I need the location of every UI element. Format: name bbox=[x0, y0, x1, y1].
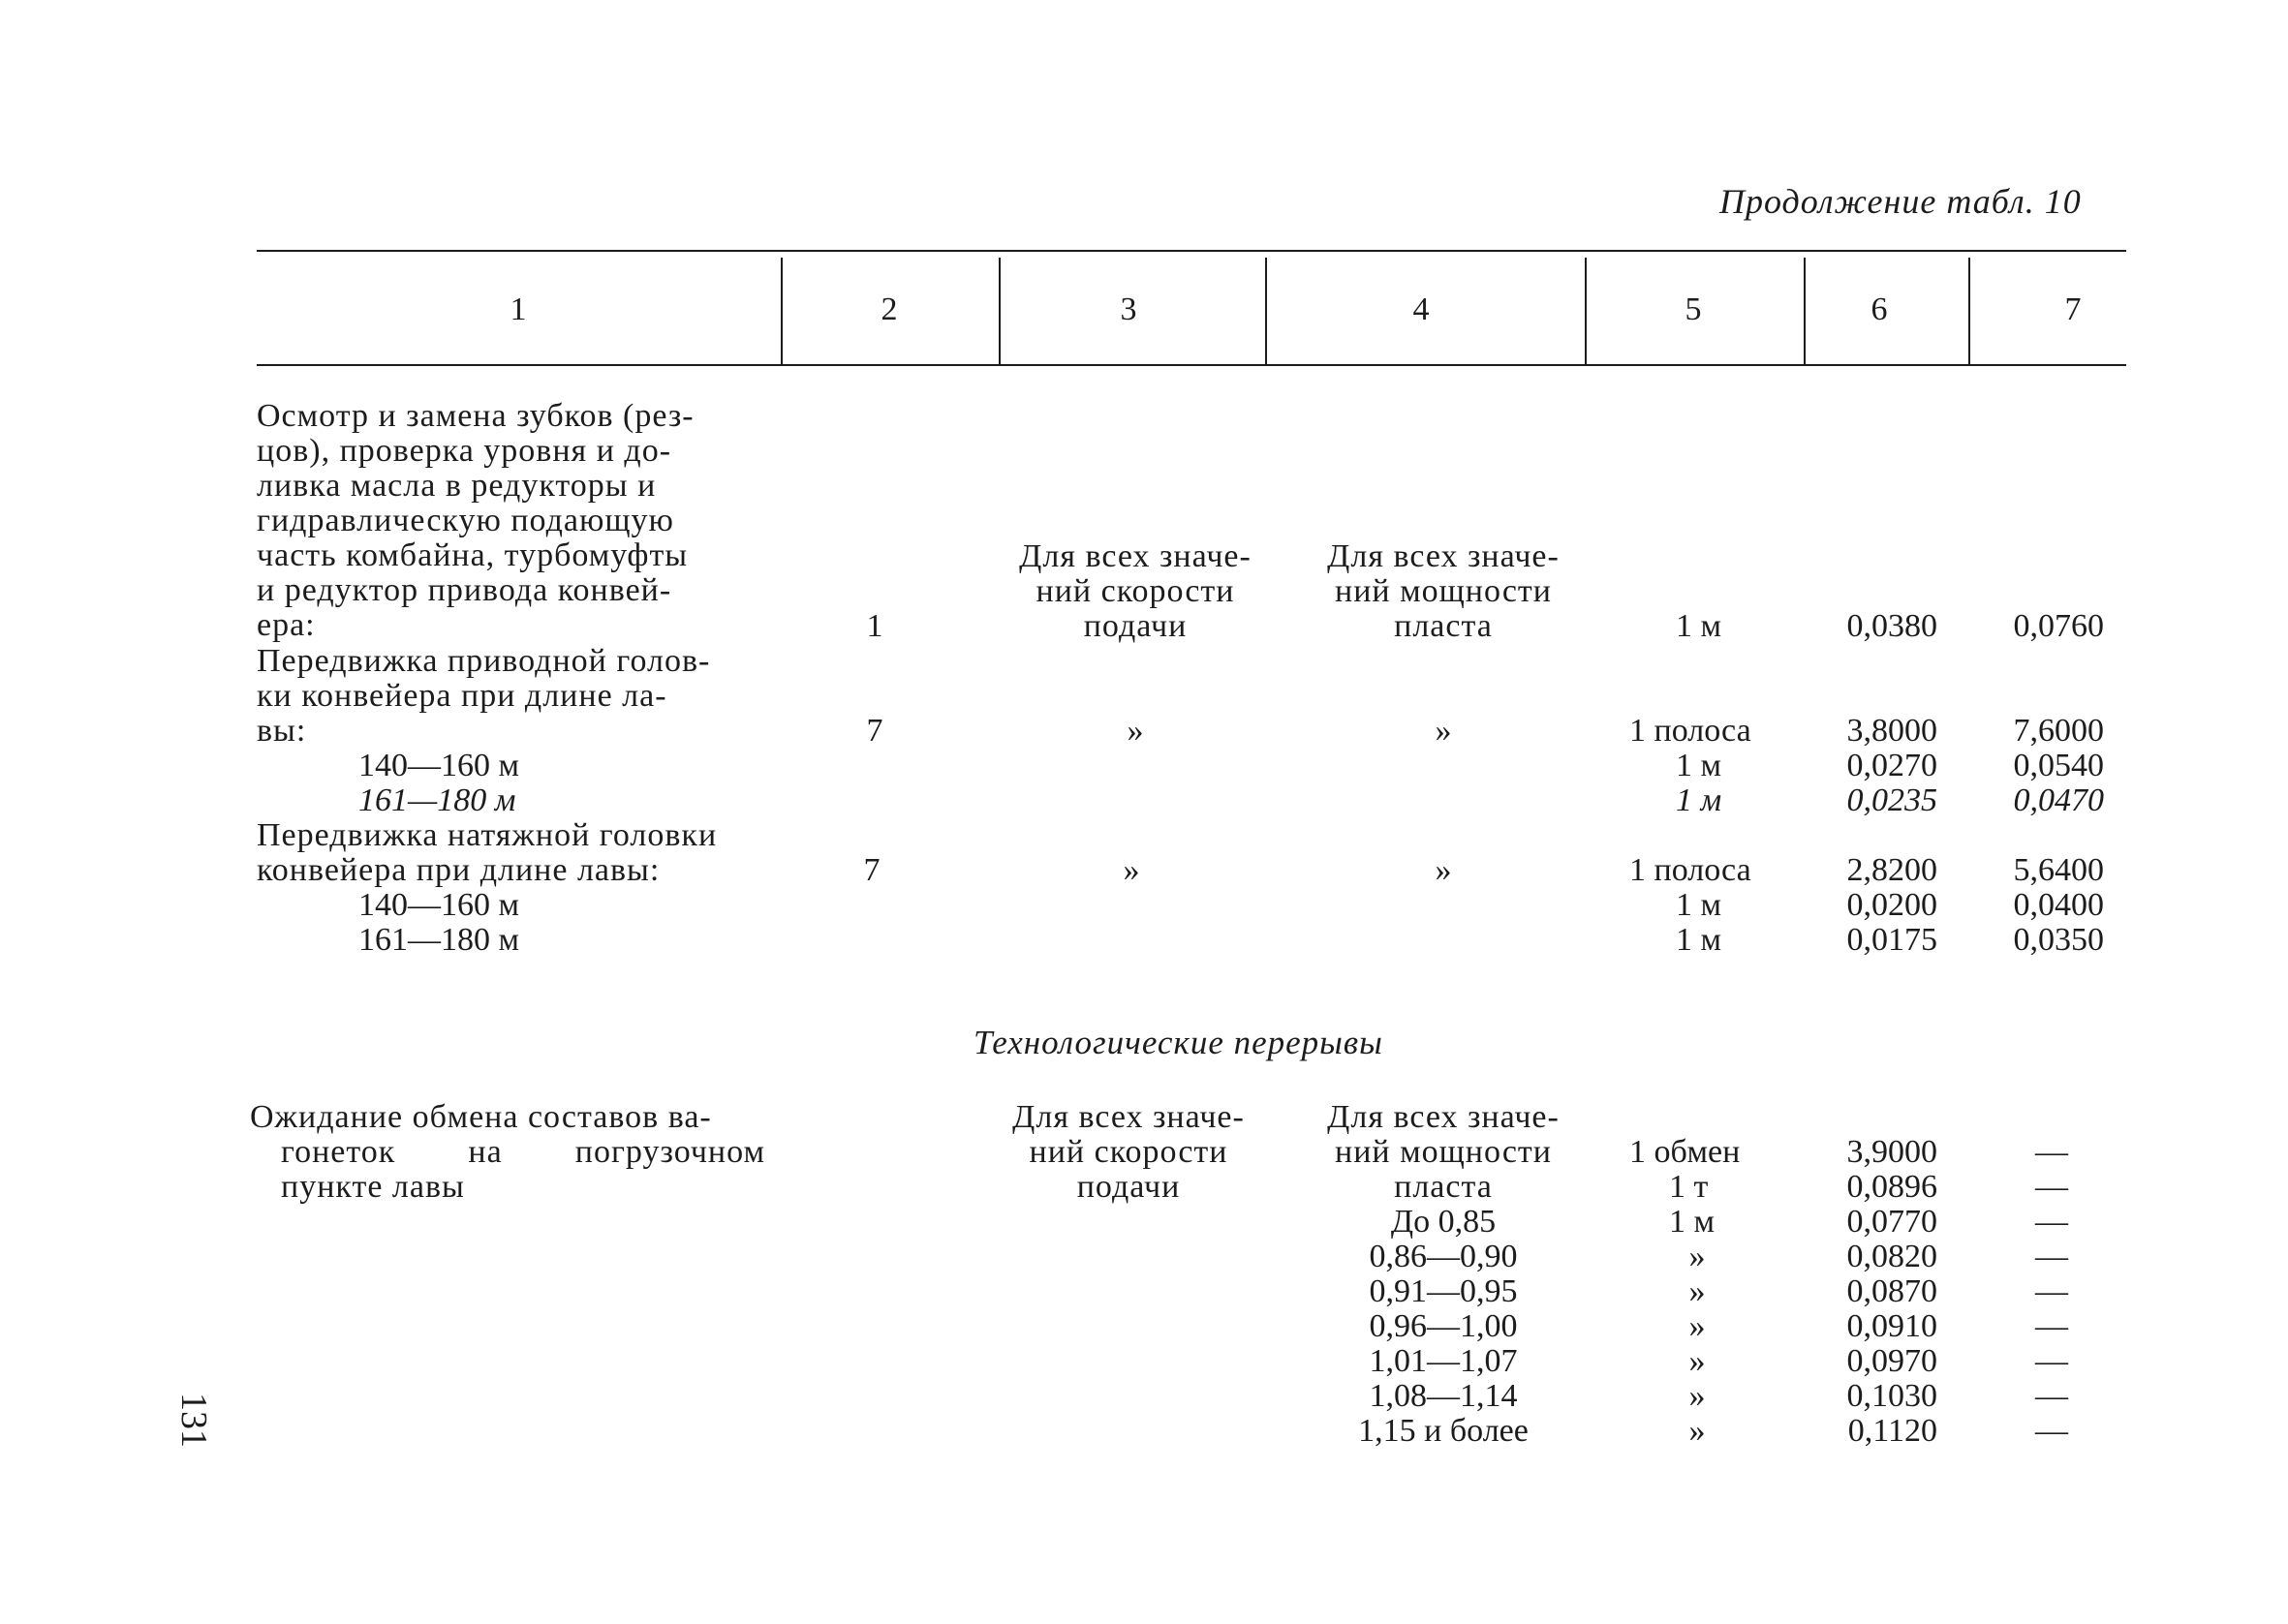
dash-placeholder: — bbox=[2035, 1169, 2068, 1205]
feed-speed-note: Для всех значе- bbox=[1019, 538, 1252, 574]
seam-thickness-note: пласта bbox=[1394, 1169, 1493, 1205]
cell-col2: 1 bbox=[866, 608, 883, 644]
cell-unit: 1 т bbox=[1669, 1169, 1709, 1205]
feed-speed-note: ний скорости bbox=[1036, 573, 1235, 609]
seam-thickness-range: 1,01—1,07 bbox=[1369, 1343, 1518, 1379]
column-header-5: 5 bbox=[1685, 291, 1702, 327]
continuation-caption: Продолжение табл. 10 bbox=[1719, 182, 2082, 221]
col-divider bbox=[1265, 258, 1267, 364]
column-header-2: 2 bbox=[881, 291, 898, 327]
ditto-mark: » bbox=[1688, 1378, 1706, 1414]
feed-speed-note: подачи bbox=[1083, 608, 1188, 644]
column-header-7: 7 bbox=[2064, 291, 2082, 327]
cell-value-col6: 0,0270 bbox=[1846, 748, 1937, 783]
cell-value-col7: 0,0470 bbox=[2013, 782, 2104, 818]
col-divider bbox=[781, 258, 783, 364]
dash-placeholder: — bbox=[2035, 1204, 2068, 1240]
cell-unit: 1 м bbox=[1676, 782, 1722, 818]
col-divider bbox=[1804, 258, 1806, 364]
ditto-mark: » bbox=[1688, 1239, 1706, 1274]
seam-thickness-range: 0,91—0,95 bbox=[1369, 1273, 1518, 1309]
cell-unit: 1 м bbox=[1676, 748, 1722, 783]
column-header-1: 1 bbox=[510, 291, 527, 327]
ditto-mark: » bbox=[1127, 713, 1144, 749]
cell-value-col6: 2,8200 bbox=[1846, 852, 1937, 888]
ditto-mark: » bbox=[1123, 852, 1140, 888]
cell-value-col6: 0,0820 bbox=[1846, 1239, 1937, 1274]
column-header-3: 3 bbox=[1120, 291, 1137, 327]
cell-unit: 1 полоса bbox=[1629, 852, 1751, 888]
cell-value-col6: 0,0870 bbox=[1846, 1273, 1937, 1309]
cell-value-col6: 0,1030 bbox=[1846, 1378, 1937, 1414]
cell-value-col6: 0,0200 bbox=[1846, 887, 1937, 923]
dash-placeholder: — bbox=[2035, 1343, 2068, 1379]
cell-unit: 1 обмен bbox=[1629, 1134, 1741, 1170]
seam-thickness-note: ний мощности bbox=[1335, 1134, 1552, 1170]
seam-thickness-range: 0,96—1,00 bbox=[1369, 1308, 1518, 1344]
col-divider bbox=[999, 258, 1001, 364]
cell-value-col6: 0,0380 bbox=[1846, 608, 1937, 644]
column-header-6: 6 bbox=[1871, 291, 1888, 327]
feed-speed-note: подачи bbox=[1076, 1169, 1181, 1205]
ditto-mark: » bbox=[1688, 1413, 1706, 1449]
cell-col2: 7 bbox=[866, 713, 883, 749]
operation-description: Осмотр и замена зубков (рез- цов), проверка уровня и до- ливка масла в редукторы и гидравлическую подающую часть комбайна, турбомуфты и редуктор привода конвей- ера: bbox=[257, 398, 695, 643]
operation-description: Передвижка натяжной головки конвейера при длине лавы: bbox=[257, 817, 718, 888]
cell-value-col6: 3,8000 bbox=[1846, 713, 1937, 749]
seam-thickness-range: 1,08—1,14 bbox=[1369, 1378, 1518, 1414]
table-top-rule bbox=[257, 250, 2126, 252]
cell-value-col6: 0,0910 bbox=[1846, 1308, 1937, 1344]
cell-value-col6: 0,0175 bbox=[1846, 922, 1937, 958]
cell-value-col7: 0,0540 bbox=[2013, 748, 2104, 783]
seam-thickness-note: Для всех значе- bbox=[1327, 1099, 1560, 1135]
cell-value-col6: 3,9000 bbox=[1846, 1134, 1937, 1170]
length-label: 161—180 м bbox=[358, 922, 520, 958]
cell-value-col6: 0,1120 bbox=[1847, 1413, 1937, 1449]
cell-value-col7: 0,0400 bbox=[2013, 887, 2104, 923]
ditto-mark: » bbox=[1435, 713, 1452, 749]
cell-unit: 1 м bbox=[1676, 887, 1722, 923]
dash-placeholder: — bbox=[2035, 1308, 2068, 1344]
dash-placeholder: — bbox=[2035, 1273, 2068, 1309]
dash-placeholder: — bbox=[2035, 1134, 2068, 1170]
cell-value-col6: 0,0770 bbox=[1846, 1204, 1937, 1240]
cell-value-col7: 5,6400 bbox=[2013, 852, 2104, 888]
table-header-bottom-rule bbox=[257, 364, 2126, 366]
col-divider bbox=[1585, 258, 1587, 364]
ditto-mark: » bbox=[1688, 1343, 1706, 1379]
dash-placeholder: — bbox=[2035, 1378, 2068, 1414]
seam-thickness-note: пласта bbox=[1394, 608, 1493, 644]
ditto-mark: » bbox=[1688, 1273, 1706, 1309]
cell-value-col7: 7,6000 bbox=[2013, 713, 2104, 749]
length-label: 140—160 м bbox=[358, 748, 520, 783]
feed-speed-note: Для всех значе- bbox=[1012, 1099, 1245, 1135]
length-label: 140—160 м bbox=[358, 887, 520, 923]
cell-value-col6: 0,0235 bbox=[1846, 782, 1937, 818]
operation-description: Ожидание обмена составов ва- гонеток на погрузочном пункте лавы bbox=[250, 1099, 765, 1205]
dash-placeholder: — bbox=[2035, 1239, 2068, 1274]
col-divider bbox=[1968, 258, 1970, 364]
cell-value-col6: 0,0896 bbox=[1846, 1169, 1937, 1205]
column-header-4: 4 bbox=[1412, 291, 1430, 327]
cell-unit: 1 м bbox=[1676, 922, 1722, 958]
seam-thickness-range: До 0,85 bbox=[1390, 1204, 1497, 1240]
page-number: 131 bbox=[173, 1393, 214, 1448]
cell-value-col7: 0,0350 bbox=[2013, 922, 2104, 958]
length-label: 161—180 м bbox=[358, 782, 516, 818]
cell-unit: 1 м bbox=[1669, 1204, 1716, 1240]
dash-placeholder: — bbox=[2035, 1413, 2068, 1449]
seam-thickness-note: Для всех значе- bbox=[1327, 538, 1560, 574]
cell-unit: 1 м bbox=[1676, 608, 1722, 644]
cell-value-col6: 0,0970 bbox=[1846, 1343, 1937, 1379]
ditto-mark: » bbox=[1435, 852, 1452, 888]
seam-thickness-range: 1,15 и более bbox=[1358, 1413, 1529, 1449]
seam-thickness-note: ний мощности bbox=[1335, 573, 1552, 609]
section-title: Технологические перерывы bbox=[974, 1024, 1383, 1061]
feed-speed-note: ний скорости bbox=[1029, 1134, 1228, 1170]
cell-unit: 1 полоса bbox=[1629, 713, 1751, 749]
cell-col2: 7 bbox=[863, 852, 881, 888]
cell-value-col7: 0,0760 bbox=[2013, 608, 2104, 644]
ditto-mark: » bbox=[1688, 1308, 1706, 1344]
seam-thickness-range: 0,86—0,90 bbox=[1369, 1239, 1518, 1274]
operation-description: Передвижка приводной голов- ки конвейера при длине ла- вы: bbox=[257, 643, 711, 749]
